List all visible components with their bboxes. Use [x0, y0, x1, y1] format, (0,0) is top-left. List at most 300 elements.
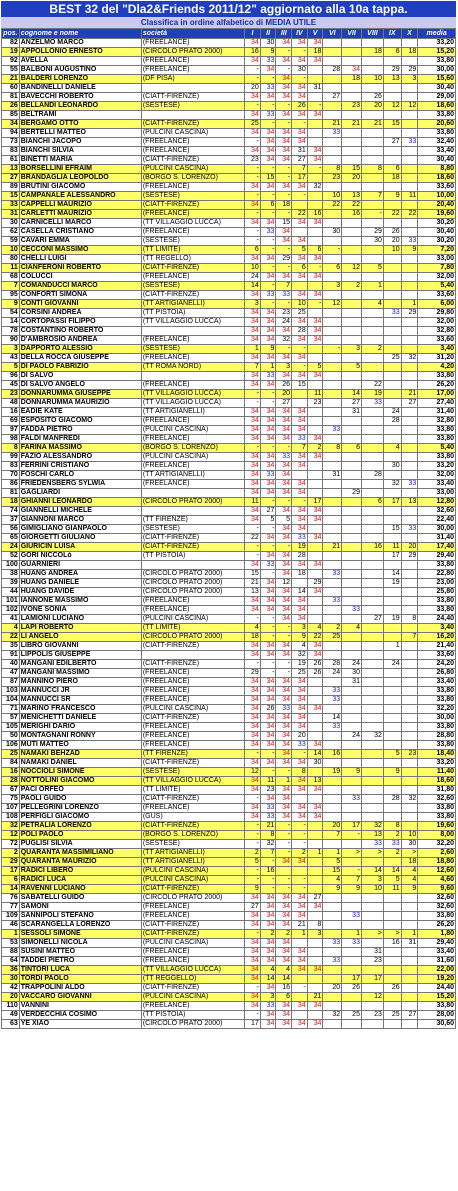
cell-stage-5	[307, 354, 323, 363]
cell-stage-1: -	[245, 750, 261, 759]
cell-stage-9	[383, 372, 401, 381]
cell-stage-10	[401, 957, 418, 966]
cell-pos: 59	[2, 237, 20, 246]
cell-stage-6	[323, 795, 342, 804]
cell-stage-9	[383, 363, 401, 372]
cell-stage-1: 34	[245, 912, 261, 921]
col-stage-5: V	[307, 29, 323, 39]
cell-stage-3: 34	[276, 57, 292, 66]
cell-stage-7	[342, 471, 362, 480]
cell-stage-1: 13	[245, 588, 261, 597]
cell-stage-10	[401, 39, 418, 48]
cell-stage-9	[383, 57, 401, 66]
cell-pos: 14	[2, 885, 20, 894]
cell-societa: (TT REGGELLO)	[141, 975, 244, 984]
cell-stage-5: 16	[307, 210, 323, 219]
cell-stage-9	[383, 516, 401, 525]
table-row	[2, 372, 456, 381]
cell-stage-8	[361, 561, 383, 570]
cell-stage-9	[383, 975, 401, 984]
cell-stage-1: 34	[245, 561, 261, 570]
cell-societa: (GUS)	[141, 813, 244, 822]
cell-stage-7	[342, 759, 362, 768]
cell-societa: (CIATT-FIRENZE)	[141, 534, 244, 543]
cell-media: 18,60	[418, 777, 456, 786]
cell-stage-6	[323, 534, 342, 543]
cell-name: DAPPORTO ALESSIO	[19, 345, 141, 354]
cell-societa: (CIATT-FIRENZE)	[141, 93, 244, 102]
cell-stage-9	[383, 813, 401, 822]
cell-stage-2: 33	[260, 372, 276, 381]
cell-stage-6	[323, 903, 342, 912]
cell-media: 17,00	[418, 390, 456, 399]
cell-stage-1: 34	[245, 705, 261, 714]
cell-stage-1: -	[245, 138, 261, 147]
cell-stage-2: 34	[260, 327, 276, 336]
cell-pos: 16	[2, 768, 20, 777]
cell-stage-3: -	[276, 768, 292, 777]
cell-stage-6: 33	[323, 723, 342, 732]
table-row	[2, 444, 456, 453]
cell-societa: (FREELANCE)	[141, 138, 244, 147]
cell-media: 19,20	[418, 975, 456, 984]
cell-stage-4: 31	[292, 147, 308, 156]
cell-pos: 7	[2, 282, 20, 291]
cell-stage-3: 34	[276, 651, 292, 660]
cell-name: SESSOLI SIMONE	[19, 930, 141, 939]
cell-stage-5	[307, 876, 323, 885]
cell-media: 33,20	[418, 462, 456, 471]
cell-stage-7: 33	[342, 939, 362, 948]
cell-media: 33,00	[418, 255, 456, 264]
cell-stage-3: -	[276, 444, 292, 453]
table-row	[2, 327, 456, 336]
cell-stage-7: >	[342, 849, 362, 858]
cell-name: FADDA PIETRO	[19, 426, 141, 435]
cell-stage-6	[323, 777, 342, 786]
cell-stage-7	[342, 840, 362, 849]
cell-stage-10: 20	[401, 543, 418, 552]
cell-stage-9	[383, 183, 401, 192]
cell-stage-5: 34	[307, 435, 323, 444]
cell-stage-4: 9	[292, 633, 308, 642]
cell-stage-4: 34	[292, 480, 308, 489]
cell-stage-3: 34	[276, 732, 292, 741]
cell-stage-6: 33	[323, 570, 342, 579]
cell-stage-7	[342, 354, 362, 363]
cell-stage-1: 25	[245, 120, 261, 129]
cell-stage-3: -	[276, 345, 292, 354]
cell-stage-9	[383, 219, 401, 228]
cell-stage-6	[323, 138, 342, 147]
cell-stage-3: 34	[276, 183, 292, 192]
cell-name: FERRINI CRISTIANO	[19, 462, 141, 471]
cell-stage-4: 34	[292, 417, 308, 426]
cell-media: 33,80	[418, 111, 456, 120]
cell-stage-7	[342, 372, 362, 381]
cell-stage-6	[323, 651, 342, 660]
cell-stage-3: 14	[276, 975, 292, 984]
cell-stage-4: 32	[292, 651, 308, 660]
table-row	[2, 246, 456, 255]
cell-stage-5	[307, 975, 323, 984]
cell-stage-7	[342, 435, 362, 444]
cell-stage-3: 34	[276, 813, 292, 822]
cell-pos: 19	[2, 48, 20, 57]
cell-stage-10	[401, 912, 418, 921]
cell-pos: 80	[2, 255, 20, 264]
cell-stage-7	[342, 615, 362, 624]
cell-stage-7	[342, 111, 362, 120]
cell-name: PUGLISI SILVIA	[19, 840, 141, 849]
cell-pos: 12	[2, 831, 20, 840]
cell-societa: (TT FIRENZE)	[141, 750, 244, 759]
cell-societa	[141, 327, 244, 336]
cell-stage-4: 34	[292, 318, 308, 327]
cell-stage-2: 33	[260, 804, 276, 813]
cell-stage-3: 34	[276, 138, 292, 147]
cell-pos: 71	[2, 705, 20, 714]
cell-media: 33,80	[418, 606, 456, 615]
cell-stage-8	[361, 507, 383, 516]
table-row	[2, 282, 456, 291]
cell-stage-8	[361, 795, 383, 804]
cell-stage-1: 34	[245, 291, 261, 300]
cell-stage-6	[323, 606, 342, 615]
cell-stage-1: 34	[245, 417, 261, 426]
cell-stage-7	[342, 246, 362, 255]
cell-media: 22,00	[418, 966, 456, 975]
cell-stage-3: 34	[276, 273, 292, 282]
table-row	[2, 705, 456, 714]
cell-stage-3: -	[276, 246, 292, 255]
cell-stage-7	[342, 561, 362, 570]
cell-stage-3: 34	[276, 606, 292, 615]
cell-pos: 63	[2, 1020, 20, 1029]
cell-stage-1: 22	[245, 534, 261, 543]
cell-stage-1: -	[245, 876, 261, 885]
cell-stage-1: 34	[245, 426, 261, 435]
cell-media: 7,20	[418, 246, 456, 255]
cell-stage-9	[383, 921, 401, 930]
cell-stage-5: 34	[307, 651, 323, 660]
cell-media: 33,80	[418, 57, 456, 66]
cell-stage-2: 34	[260, 696, 276, 705]
cell-media: 33,80	[418, 561, 456, 570]
cell-stage-8	[361, 201, 383, 210]
table-row	[2, 714, 456, 723]
cell-stage-4: -	[292, 120, 308, 129]
cell-pos: 57	[2, 714, 20, 723]
cell-stage-5: 27	[307, 894, 323, 903]
cell-stage-2: 14	[260, 975, 276, 984]
cell-stage-10	[401, 291, 418, 300]
table-row	[2, 84, 456, 93]
cell-stage-5: 31	[307, 84, 323, 93]
cell-media: 4,60	[418, 876, 456, 885]
cell-stage-1: 34	[245, 1002, 261, 1011]
cell-stage-9	[383, 957, 401, 966]
cell-stage-9: 30	[383, 462, 401, 471]
cell-stage-5: 34	[307, 372, 323, 381]
cell-stage-4: -	[292, 984, 308, 993]
cell-stage-1: 18	[245, 633, 261, 642]
cell-stage-7: 24	[342, 660, 362, 669]
cell-stage-7: -	[342, 867, 362, 876]
cell-name: ESPOSITO GIACOMO	[19, 417, 141, 426]
cell-stage-2: 34	[260, 534, 276, 543]
cell-stage-3: -	[276, 885, 292, 894]
cell-stage-8: 32	[361, 822, 383, 831]
cell-stage-7	[342, 516, 362, 525]
cell-pos: 83	[2, 462, 20, 471]
table-row	[2, 984, 456, 993]
table-row	[2, 921, 456, 930]
cell-stage-9: 5	[383, 750, 401, 759]
cell-stage-4: 1	[292, 930, 308, 939]
cell-stage-6	[323, 462, 342, 471]
cell-stage-8	[361, 489, 383, 498]
cell-stage-10	[401, 264, 418, 273]
cell-stage-4: 17	[292, 174, 308, 183]
cell-stage-10: 4	[401, 876, 418, 885]
table-row	[2, 399, 456, 408]
cell-stage-3: -	[276, 300, 292, 309]
cell-pos: 14	[2, 318, 20, 327]
cell-name: CONFORTI SIMONA	[19, 291, 141, 300]
cell-media: 20,40	[418, 201, 456, 210]
cell-pos: 101	[2, 597, 20, 606]
cell-stage-3: -	[276, 669, 292, 678]
cell-media: 33,20	[418, 39, 456, 48]
cell-name: BORSELLINI EFRAIM	[19, 165, 141, 174]
cell-stage-1: 34	[245, 318, 261, 327]
cell-stage-5: -	[307, 165, 323, 174]
cell-stage-2: 34	[260, 453, 276, 462]
cell-stage-9	[383, 156, 401, 165]
cell-name: CECCONI MASSIMO	[19, 246, 141, 255]
cell-stage-6	[323, 786, 342, 795]
cell-pos: 43	[2, 354, 20, 363]
cell-pos: 52	[2, 552, 20, 561]
cell-stage-4: 20	[292, 732, 308, 741]
table-row	[2, 948, 456, 957]
cell-media: 12,80	[418, 498, 456, 507]
cell-stage-10	[401, 417, 418, 426]
cell-name: LI ANGELO	[19, 633, 141, 642]
cell-stage-2: 1	[260, 363, 276, 372]
cell-stage-5: 34	[307, 903, 323, 912]
cell-stage-7: 9	[342, 768, 362, 777]
cell-stage-2: 34	[260, 129, 276, 138]
cell-stage-3: -	[276, 165, 292, 174]
cell-stage-4: 34	[292, 39, 308, 48]
cell-stage-8	[361, 219, 383, 228]
cell-societa: (CIATT-FIRENZE)	[141, 795, 244, 804]
table-row	[2, 777, 456, 786]
cell-stage-6: 16	[323, 750, 342, 759]
cell-stage-6: 33	[323, 939, 342, 948]
cell-stage-8	[361, 309, 383, 318]
cell-stage-10	[401, 345, 418, 354]
cell-pos: 28	[2, 777, 20, 786]
cell-stage-4: 7	[292, 165, 308, 174]
cell-stage-9	[383, 633, 401, 642]
cell-stage-10	[401, 705, 418, 714]
cell-societa	[141, 561, 244, 570]
cell-stage-10	[401, 741, 418, 750]
cell-stage-2: -	[260, 624, 276, 633]
cell-pos: 84	[2, 759, 20, 768]
cell-societa: (SESTESE)	[141, 102, 244, 111]
cell-name: NOCCIOLI SIMONE	[19, 768, 141, 777]
cell-stage-3: -	[276, 174, 292, 183]
cell-stage-8	[361, 291, 383, 300]
cell-name: LIPPOLIS GIUSEPPE	[19, 651, 141, 660]
cell-societa: (BORGO S. LORENZO)	[141, 174, 244, 183]
cell-stage-7	[342, 966, 362, 975]
cell-stage-5	[307, 939, 323, 948]
cell-pos: 41	[2, 615, 20, 624]
cell-stage-8: 17	[361, 975, 383, 984]
cell-name: COLUCCI	[19, 273, 141, 282]
cell-stage-2: 16	[260, 867, 276, 876]
cell-stage-2: 33	[260, 84, 276, 93]
cell-stage-9	[383, 669, 401, 678]
cell-stage-9: 33	[383, 840, 401, 849]
cell-stage-10: 27	[401, 1011, 418, 1020]
cell-stage-4: 34	[292, 336, 308, 345]
cell-stage-7	[342, 381, 362, 390]
cell-media: 31,40	[418, 408, 456, 417]
cell-name: DI SALVO	[19, 372, 141, 381]
cell-stage-10	[401, 606, 418, 615]
cell-stage-4: 34	[292, 129, 308, 138]
cell-media: 3,40	[418, 345, 456, 354]
cell-stage-4: 4	[292, 642, 308, 651]
cell-stage-6: 20	[323, 984, 342, 993]
cell-stage-9	[383, 588, 401, 597]
cell-stage-5	[307, 426, 323, 435]
cell-stage-7	[342, 696, 362, 705]
table-row	[2, 156, 456, 165]
cell-pos: 11	[2, 264, 20, 273]
cell-stage-8: 22	[361, 381, 383, 390]
cell-stage-2: 23	[260, 786, 276, 795]
cell-stage-8	[361, 435, 383, 444]
cell-stage-8	[361, 39, 383, 48]
cell-stage-6	[323, 804, 342, 813]
cell-stage-10	[401, 651, 418, 660]
cell-stage-5	[307, 732, 323, 741]
cell-stage-3: 24	[276, 318, 292, 327]
cell-stage-9	[383, 696, 401, 705]
cell-stage-2: 34	[260, 318, 276, 327]
cell-pos: 42	[2, 984, 20, 993]
cell-stage-3: 34	[276, 480, 292, 489]
cell-pos: 34	[2, 120, 20, 129]
cell-societa: (CIATT-FIRENZE)	[141, 642, 244, 651]
table-row	[2, 966, 456, 975]
cell-stage-1: 10	[245, 264, 261, 273]
cell-name: D'AMBROSIO ANDREA	[19, 336, 141, 345]
cell-stage-10	[401, 255, 418, 264]
cell-pos: 3	[2, 345, 20, 354]
cell-stage-6: 33	[323, 696, 342, 705]
cell-stage-2: -	[260, 570, 276, 579]
table-row	[2, 381, 456, 390]
cell-media: 33,60	[418, 336, 456, 345]
cell-stage-10	[401, 273, 418, 282]
table-row	[2, 183, 456, 192]
cell-societa: (TT ARTIGIANELLI)	[141, 300, 244, 309]
cell-stage-8: 3	[361, 876, 383, 885]
cell-stage-2: -	[260, 633, 276, 642]
cell-stage-4: -	[292, 840, 308, 849]
cell-stage-8	[361, 111, 383, 120]
cell-stage-2: 34	[260, 480, 276, 489]
cell-stage-8: 31	[361, 948, 383, 957]
cell-stage-6	[323, 732, 342, 741]
cell-societa: (SESTESE)	[141, 525, 244, 534]
table-row	[2, 723, 456, 732]
cell-stage-7	[342, 219, 362, 228]
cell-pos: 39	[2, 579, 20, 588]
cell-stage-5	[307, 138, 323, 147]
cell-stage-7	[342, 507, 362, 516]
cell-stage-2: 34	[260, 687, 276, 696]
cell-stage-7	[342, 633, 362, 642]
cell-stage-1: 34	[245, 696, 261, 705]
cell-societa: (BORGO S. LORENZO)	[141, 444, 244, 453]
cell-stage-1: 34	[245, 480, 261, 489]
cell-stage-1: 34	[245, 129, 261, 138]
cell-stage-2: 26	[260, 705, 276, 714]
cell-media: 33,80	[418, 741, 456, 750]
cell-stage-5: 34	[307, 642, 323, 651]
cell-stage-9: 2	[383, 849, 401, 858]
ranking-sheet	[1, 1, 456, 1029]
cell-stage-6: 32	[323, 1011, 342, 1020]
cell-stage-6	[323, 354, 342, 363]
cell-stage-6	[323, 552, 342, 561]
cell-pos: 85	[2, 111, 20, 120]
cell-stage-3: 34	[276, 426, 292, 435]
cell-media: 32,80	[418, 417, 456, 426]
cell-stage-7	[342, 336, 362, 345]
cell-pos: 77	[2, 903, 20, 912]
cell-name: VACCARO GIOVANNI	[19, 993, 141, 1002]
cell-stage-4: 30	[292, 66, 308, 75]
cell-name: BIANCHI SILVIA	[19, 147, 141, 156]
cell-stage-1: 11	[245, 498, 261, 507]
cell-stage-9: 9	[383, 192, 401, 201]
cell-societa: (FREELANCE)	[141, 183, 244, 192]
cell-stage-1: 34	[245, 759, 261, 768]
cell-stage-2: 34	[260, 597, 276, 606]
cell-stage-9	[383, 399, 401, 408]
cell-stage-9	[383, 318, 401, 327]
cell-stage-4: 34	[292, 84, 308, 93]
table-row	[2, 273, 456, 282]
cell-stage-5: 1	[307, 849, 323, 858]
cell-stage-1: 34	[245, 309, 261, 318]
cell-stage-10	[401, 57, 418, 66]
table-row	[2, 795, 456, 804]
cell-stage-5	[307, 462, 323, 471]
cell-stage-10	[401, 120, 418, 129]
cell-stage-3: 34	[276, 714, 292, 723]
